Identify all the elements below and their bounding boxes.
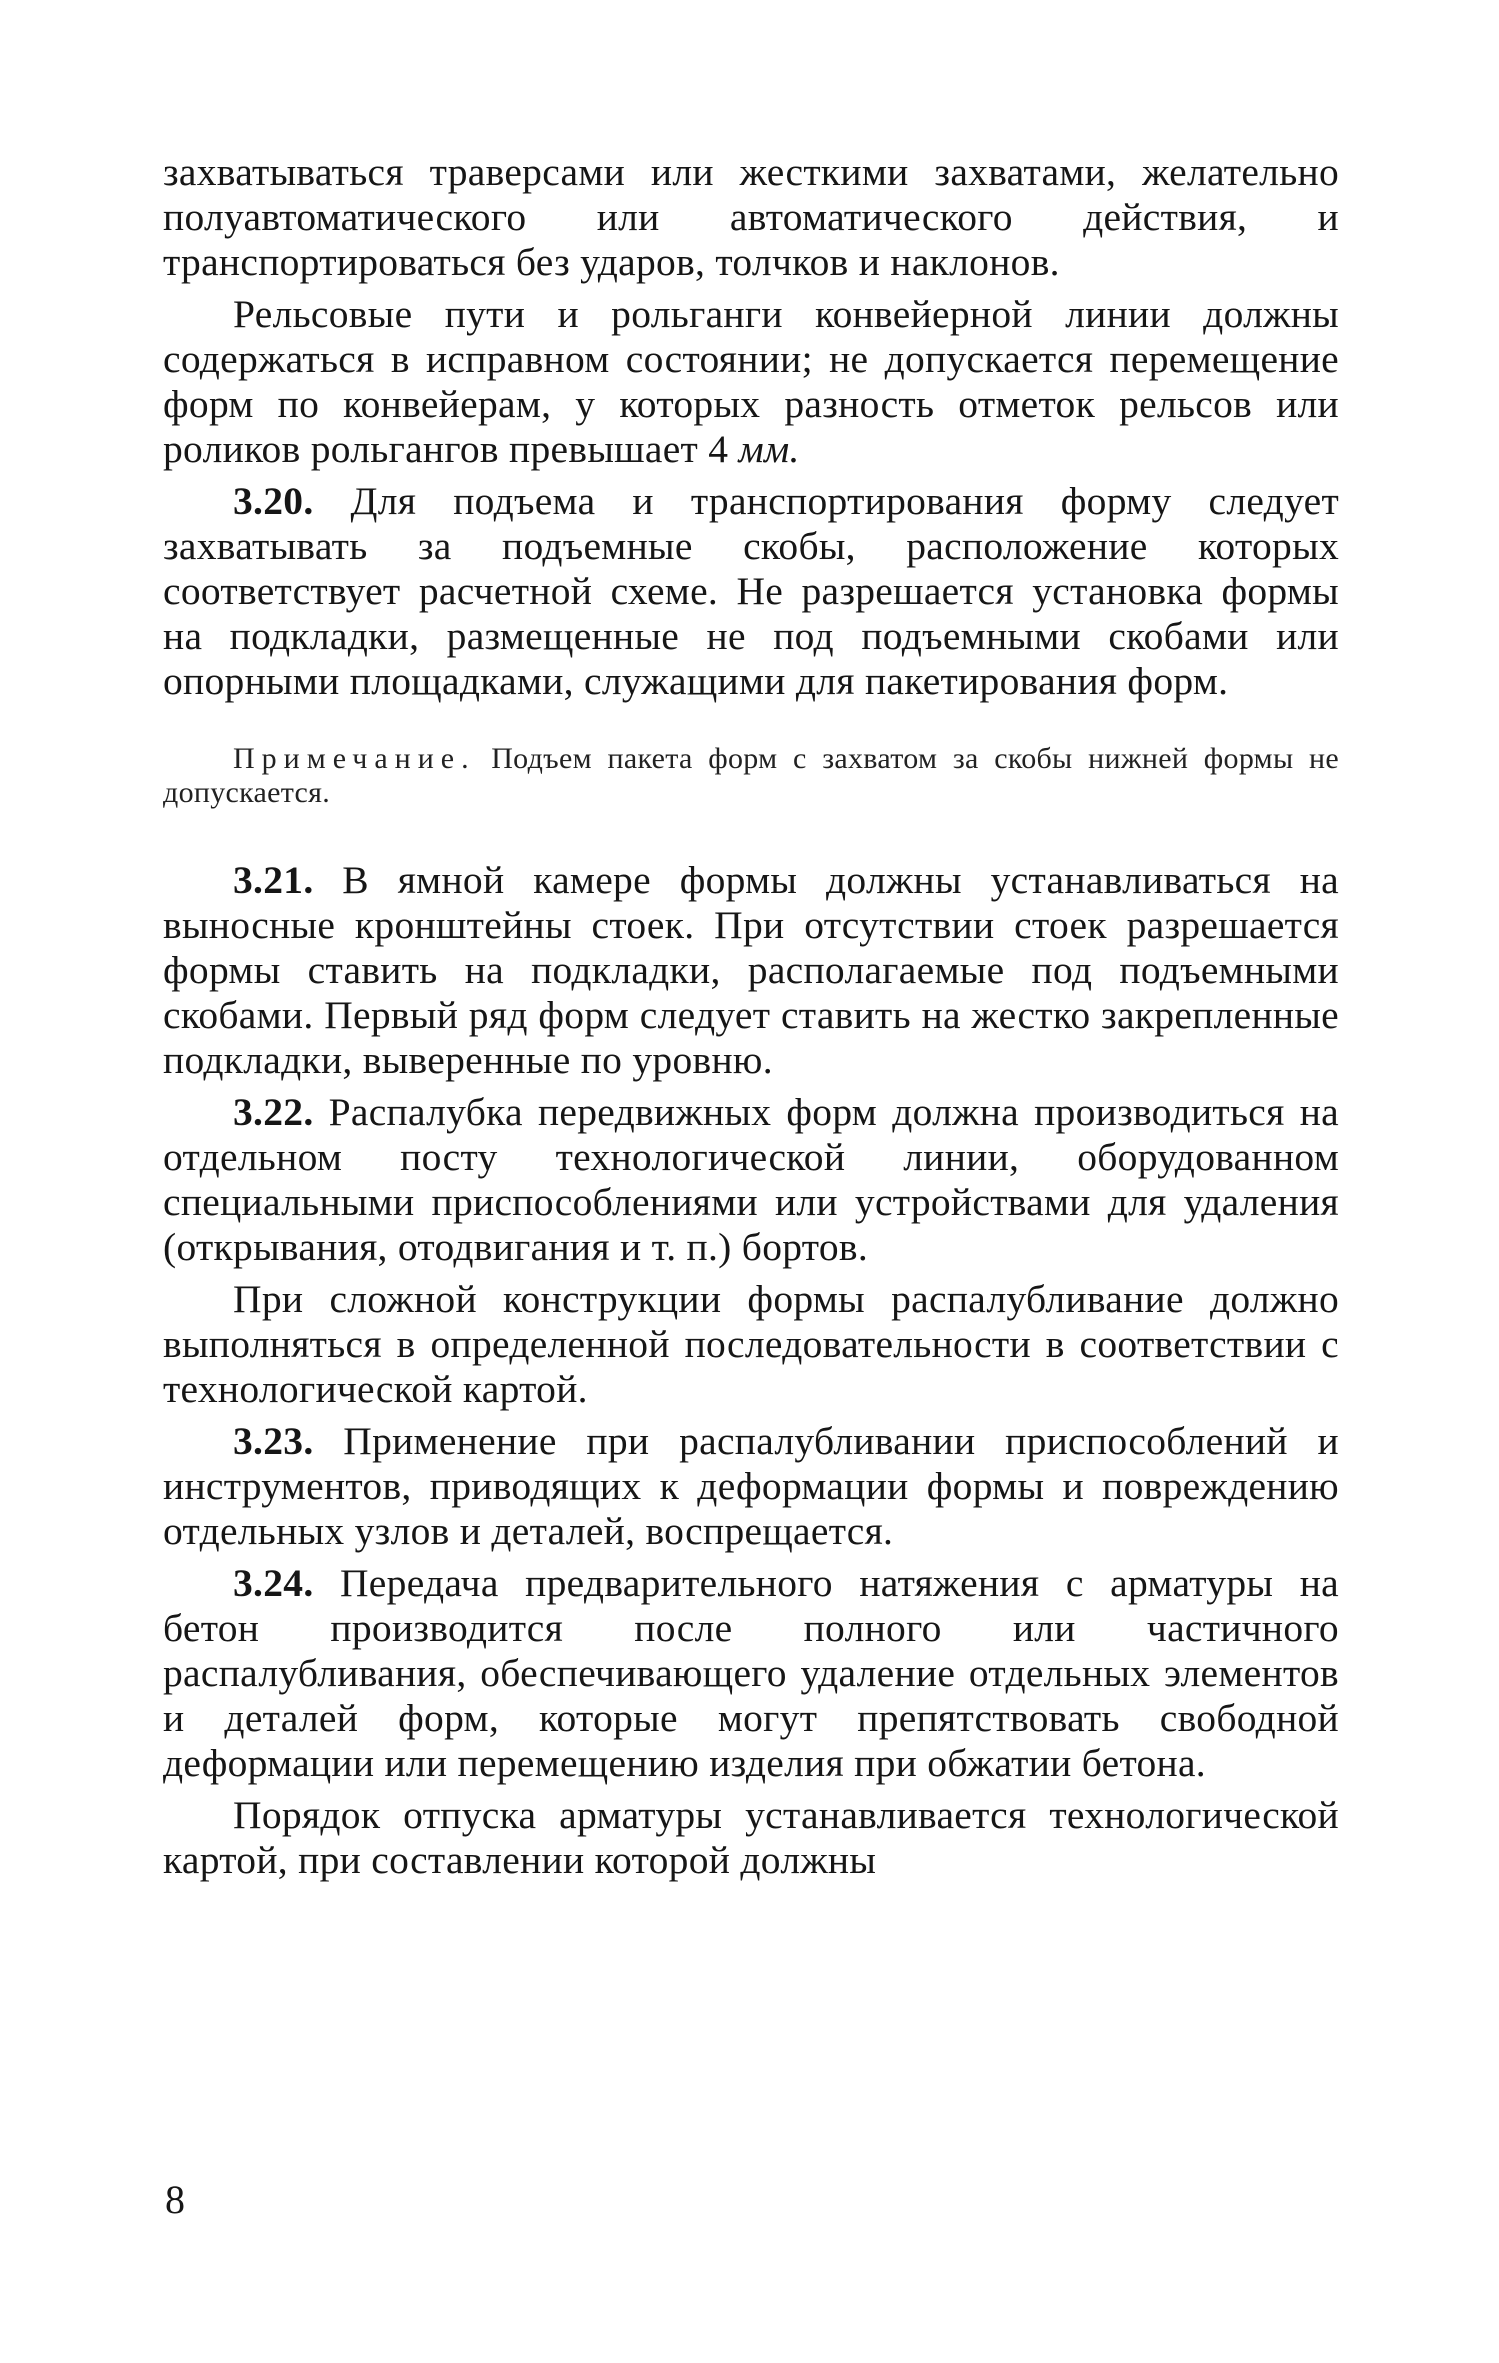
section-number: 3.21.	[233, 858, 314, 902]
section-text: Применение при распалубливании приспособлений и инструментов, приводящих к деформации формы и повреждению отдельных узлов и деталей, воспрещается.	[163, 1419, 1339, 1553]
note	[163, 742, 1339, 810]
section-number: 3.20.	[233, 479, 314, 523]
section-3-20	[163, 479, 1339, 704]
paragraph-text: Порядок отпуска арматуры устанавливается технологической картой, при составлении которой должны	[163, 1793, 1339, 1882]
document-page	[163, 150, 1339, 1890]
section-3-23	[163, 1419, 1339, 1554]
paragraph-continuation	[163, 150, 1339, 285]
paragraph-rails	[163, 292, 1339, 472]
paragraph-complex-construction	[163, 1277, 1339, 1412]
section-number: 3.23.	[233, 1419, 314, 1463]
note-label: Примечание.	[233, 742, 476, 775]
section-text: Распалубка передвижных форм должна производиться на отдельном посту технологической линии, оборудованном специальными приспособлениями или устройствами для удаления (открывания, отодвигания и т. п.) бортов.	[163, 1090, 1339, 1269]
paragraph-text: Рельсовые пути и рольганги конвейерной линии должны содержаться в исправном состоянии; не допускается перемещение форм по конвейерам, у которых разность отметок рельсов или роликов рольгангов превышает 4	[163, 292, 1339, 471]
section-text: В ямной камере формы должны устанавливаться на выносные кронштейны стоек. При отсутствии стоек разрешается формы ставить на подкладки, располагаемые под подъемными скобами. Первый ряд форм следует ставить на жестко закрепленные подкладки, выверенные по уровню.	[163, 858, 1339, 1082]
section-text: Для подъема и транспортирования форму следует захватывать за подъемные скобы, расположение которых соответствует расчетной схеме. Не разрешается установка формы на подкладки, размещенные не под подъемными скобами или опорными площадками, служащими для пакетирования форм.	[163, 479, 1339, 703]
note-text: Подъем пакета форм с захватом за скобы нижней формы не допускается.	[163, 742, 1339, 809]
section-number: 3.22.	[233, 1090, 314, 1134]
unit-mm: мм.	[738, 427, 800, 471]
section-3-24	[163, 1561, 1339, 1786]
paragraph-text: При сложной конструкции формы распалубливание должно выполняться в определенной последовательности в соответствии с технологической картой.	[163, 1277, 1339, 1411]
section-3-21	[163, 858, 1339, 1083]
paragraph-text: захватываться траверсами или жесткими захватами, желательно полуавтоматического или автоматического действия, и транспортироваться без ударов, толчков и наклонов.	[163, 150, 1339, 284]
section-number: 3.24.	[233, 1561, 314, 1605]
paragraph-release-order	[163, 1793, 1339, 1883]
page-number: 8	[165, 2177, 185, 2222]
section-3-22	[163, 1090, 1339, 1270]
section-text: Передача предварительного натяжения с арматуры на бетон производится после полного или частичного распалубливания, обеспечивающего удаление отдельных элементов и деталей форм, которые могут препятствовать свободной деформации или перемещению изделия при обжатии бетона.	[163, 1561, 1339, 1785]
